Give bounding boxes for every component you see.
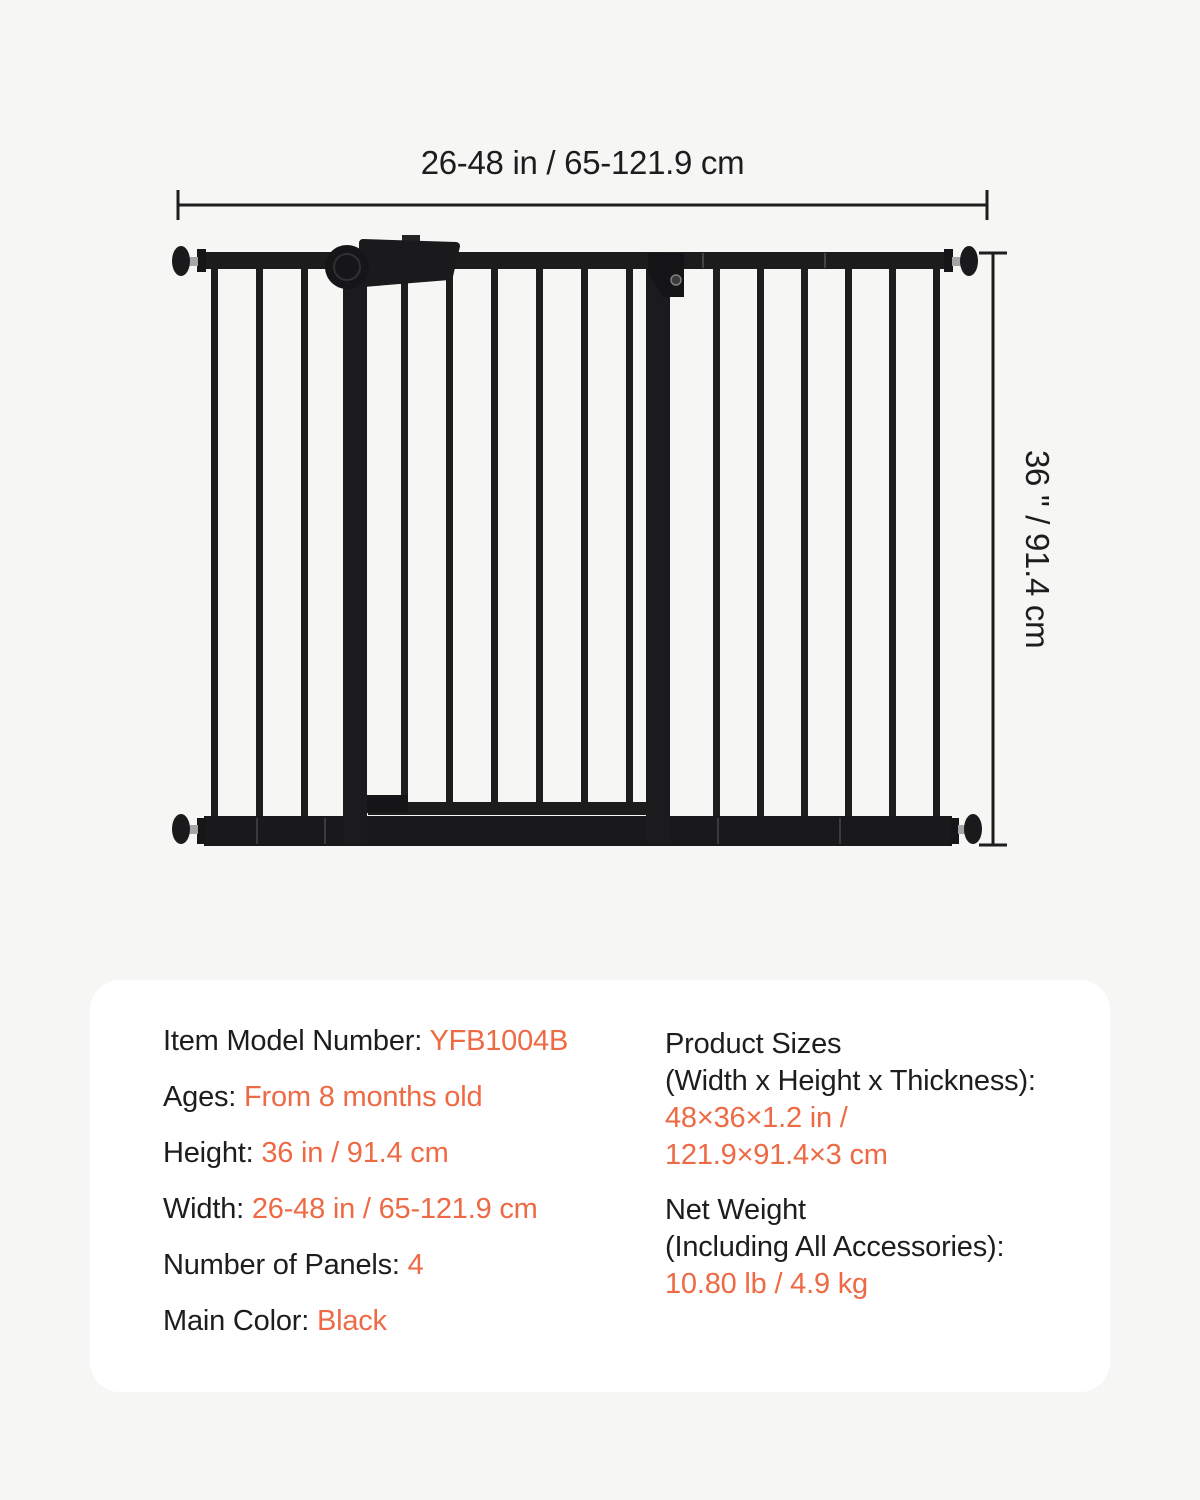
spec-product-sizes-value-cm: 121.9×91.4×3 cm [665,1139,888,1171]
spec-ages-label: Ages: [163,1081,245,1113]
gate-bottom-rail [204,816,952,846]
spec-item-model-label: Item Model Number: [163,1025,430,1057]
gate-top-rail [204,252,944,269]
spec-product-sizes-title: Product Sizes [665,1028,842,1060]
spec-height-label: Height: [163,1137,262,1169]
spec-net-weight-value: 10.80 lb / 4.9 kg [665,1268,868,1300]
spec-color [163,1304,568,1338]
spec-ages [163,1080,568,1114]
spec-ages-value: From 8 months old [244,1081,483,1113]
gate-left-panel-bars [211,262,308,822]
height-dimension-label: 36 " / 91.4 cm [1019,449,1056,649]
spec-panels-label: Number of Panels: [163,1249,408,1281]
gate-frame-posts [343,252,670,842]
spec-column-left [163,1024,568,1360]
spec-color-value: Black [316,1305,387,1337]
width-dimension-line [178,190,987,220]
spec-column-right [665,1026,1036,1321]
gate-pressure-knobs [172,246,982,844]
spec-product-sizes-subtitle: (Width x Height x Thickness): [665,1065,1036,1097]
width-dimension-label: 26-48 in / 65-121.9 cm [420,144,745,181]
spec-width-label: Width: [163,1193,252,1225]
gate-hinge-handle [325,235,456,289]
height-dimension-line [979,253,1007,845]
spec-height [163,1136,568,1170]
spec-height-value: 36 in / 91.4 cm [261,1137,449,1169]
gate-door-bars [401,262,633,808]
spec-product-sizes [665,1026,1036,1174]
spec-product-sizes-value-in: 48×36×1.2 in / [665,1102,848,1134]
gate-door-bottom-rail [362,795,658,815]
spec-net-weight-title: Net Weight [665,1194,806,1226]
spec-width-value: 26-48 in / 65-121.9 cm [251,1193,538,1225]
spec-card [90,980,1110,1392]
gate-right-panel-bars [713,262,940,822]
spec-net-weight-subtitle: (Including All Accessories): [665,1231,1005,1263]
spec-net-weight [665,1192,1036,1303]
spec-item-model-value: YFB1004B [429,1025,569,1057]
spec-panels-value: 4 [407,1249,424,1281]
spec-panels [163,1248,568,1282]
spec-width [163,1192,568,1226]
spec-item-model [163,1024,568,1058]
spec-color-label: Main Color: [163,1305,317,1337]
